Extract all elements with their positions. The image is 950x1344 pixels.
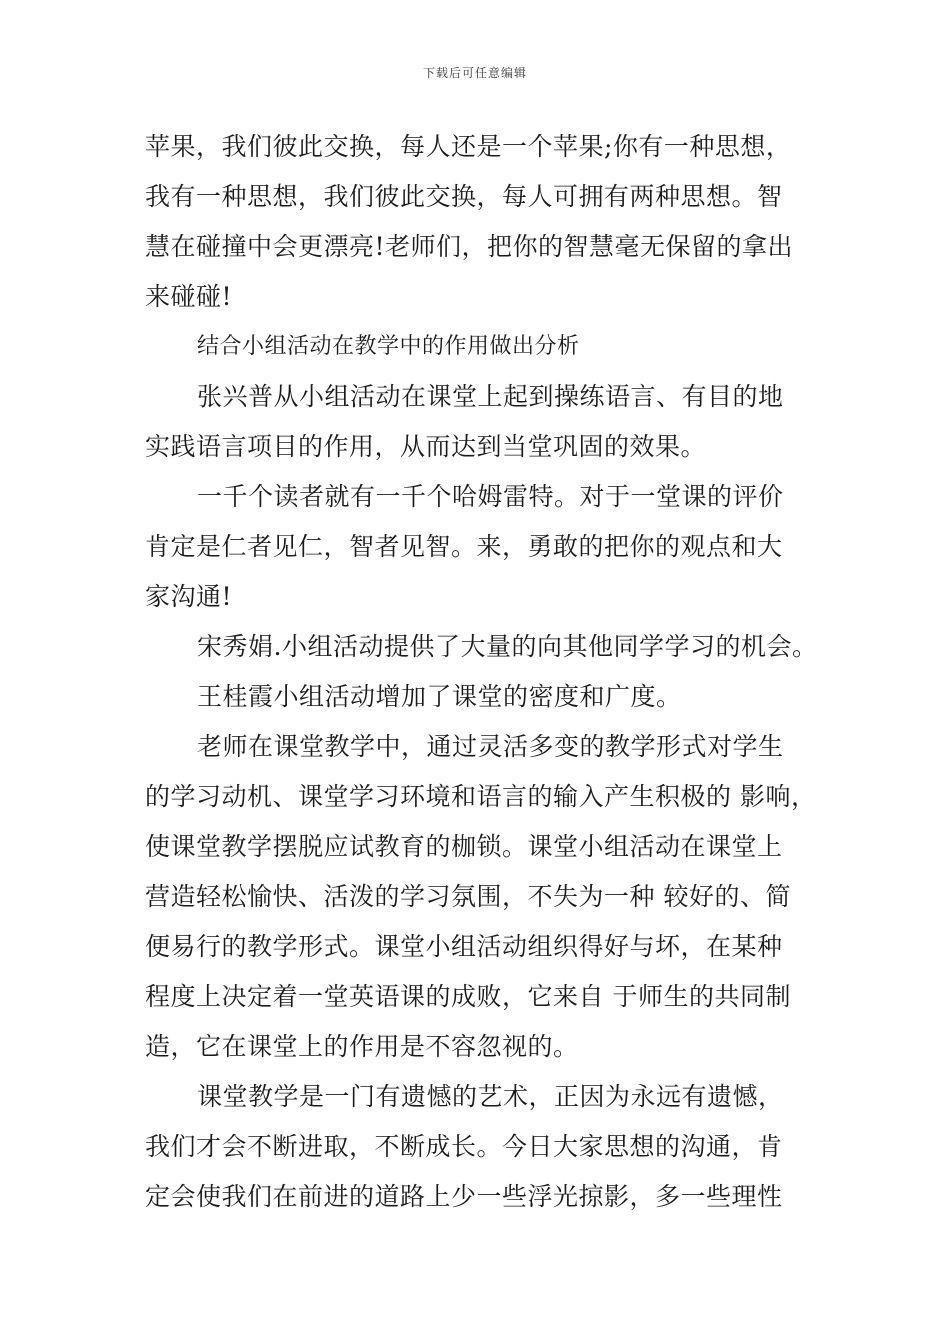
text-line: 程度上决定着一堂英语课的成败，它来自 于师生的共同制 [145, 982, 791, 1011]
text-line: 苹果，我们彼此交换，每人还是一个苹果;你有一种思想， [145, 132, 792, 161]
text-line: 家沟通! [145, 582, 233, 611]
text-line: 实践语言项目的作用，从而达到当堂巩固的效果。 [145, 432, 707, 461]
text-line: 营造轻松愉快、活泼的学习氛围，不失为一种 较好的、简 [145, 882, 791, 911]
page-header: 下载后可任意编辑 [422, 66, 527, 80]
text-line: 造，它在课堂上的作用是不容忽视的。 [145, 1032, 579, 1061]
text-line: 结合小组活动在教学中的作用做出分析 [197, 334, 580, 359]
document-body [145, 122, 818, 1222]
text-line: 老师在课堂教学中，通过灵活多变的教学形式对学生 [197, 732, 784, 761]
text-line: 我们才会不断进取，不断成长。今日大家思想的沟通，肯 [145, 1132, 783, 1161]
text-line: 宋秀娟.小组活动提供了大量的向其他同学学习的机会。 [197, 632, 818, 661]
text-line: 定会使我们在前进的道路上少一些浮光掠影，多一些理性 [145, 1182, 783, 1211]
text-line: 便易行的教学形式。课堂小组活动组织得好与坏，在某种 [145, 932, 783, 961]
text-line: 使课堂教学摆脱应试教育的枷锁。课堂小组活动在课堂上 [145, 832, 783, 861]
text-line: 的学习动机、课堂学习环境和语言的输入产生积极的 影响， [145, 782, 817, 811]
text-line: 张兴普从小组活动在课堂上起到操练语言、有目的地 [197, 382, 784, 411]
text-line: 课堂教学是一门有遗憾的艺术，正因为永远有遗憾， [197, 1082, 784, 1111]
text-line: 肯定是仁者见仁，智者见智。来，勇敢的把你的观点和大 [145, 532, 783, 561]
text-line: 慧在碰撞中会更漂亮!老师们，把你的智慧毫无保留的拿出 [145, 232, 794, 261]
text-line: 我有一种思想，我们彼此交换，每人可拥有两种思想。智 [145, 182, 783, 211]
text-line: 一千个读者就有一千个哈姆雷特。对于一堂课的评价 [197, 482, 784, 511]
text-line: 来碰碰! [145, 282, 233, 311]
text-line: 王桂霞小组活动增加了课堂的密度和广度。 [197, 682, 682, 711]
